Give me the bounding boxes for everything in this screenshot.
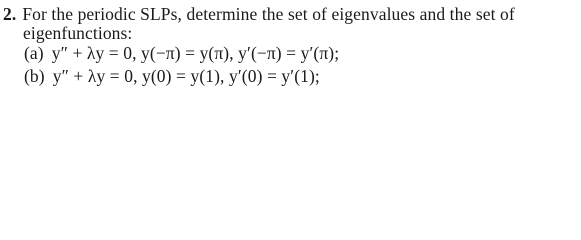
problem-text-line-1: For the periodic SLPs, determine the set of eigenvalues and the set of (22, 4, 515, 24)
part-b-label: (b) (24, 66, 45, 86)
problem-line-1 (3, 4, 515, 24)
problem-number: 2. (3, 4, 17, 24)
part-b (24, 66, 320, 86)
part-a (24, 43, 339, 63)
problem-block (0, 0, 581, 94)
part-b-equation: y″ + λy = 0, y(0) = y(1), y′(0) = y′(1); (52, 66, 320, 86)
problem-text-line-2: eigenfunctions: (23, 23, 133, 43)
part-a-equation: y″ + λy = 0, y(−π) = y(π), y′(−π) = y′(π); (51, 43, 340, 63)
part-a-label: (a) (24, 43, 44, 63)
problem-line-2 (23, 23, 132, 43)
